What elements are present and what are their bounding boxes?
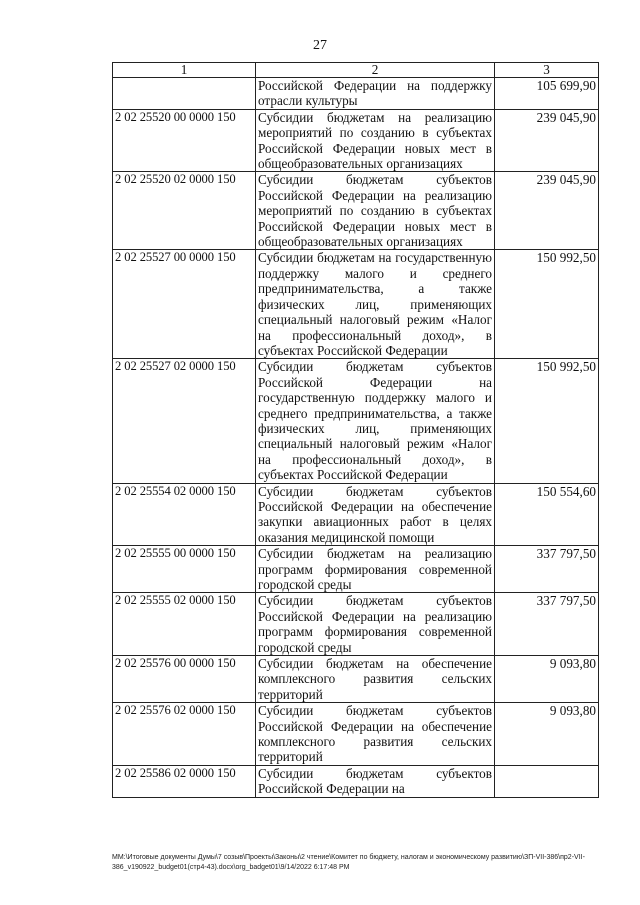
- table-row: [113, 250, 599, 359]
- item-description: Субсидии бюджетам субъектов Российской Федерации на государственную поддержку малого и среднего предпринимательства, а также физических лиц, применяющих специальный налоговый режим «Налог на профессиональный доход», в субъектах Российской Федерации: [256, 359, 495, 483]
- item-description: Субсидии бюджетам на обеспечение комплексного развития сельских территорий: [256, 656, 495, 703]
- budget-code: 2 02 25576 00 0000 150: [113, 656, 256, 703]
- item-amount: 239 045,90: [495, 172, 599, 250]
- item-description: Субсидии бюджетам субъектов Российской Федерации на реализацию программ формирования современной городской среды: [256, 593, 495, 656]
- item-description: Субсидии бюджетам субъектов Российской Федерации на обеспечение комплексного развития сельских территорий: [256, 703, 495, 766]
- file-path-footer: MM:\Итоговые документы Думы\7 созыв\Проекты\Законы\2 чтение\Комитет по бюджету, налогам и экономическому развитию\ЗП-VII-386\пр2-VII-386_v190922_budget01(стр4-43).docx\org_badget01\9/14/2022 6:17:48 PM: [112, 854, 585, 871]
- budget-code: 2 02 25555 00 0000 150: [113, 546, 256, 593]
- column-header: 1: [113, 63, 256, 78]
- item-description: Субсидии бюджетам на реализацию программ формирования современной городской среды: [256, 546, 495, 593]
- item-amount: 337 797,50: [495, 593, 599, 656]
- table-row: [113, 656, 599, 703]
- table-row: [113, 546, 599, 593]
- table-row: [113, 483, 599, 546]
- item-amount: 150 992,50: [495, 359, 599, 483]
- item-amount: [495, 765, 599, 797]
- budget-code: 2 02 25554 02 0000 150: [113, 483, 256, 546]
- budget-code: 2 02 25520 00 0000 150: [113, 109, 256, 172]
- item-description: Субсидии бюджетам на государственную поддержку малого и среднего предпринимательства, а также физических лиц, применяющих специальный налоговый режим «Налог на профессиональный доход», в субъектах Российской Федерации: [256, 250, 495, 359]
- column-header: 2: [256, 63, 495, 78]
- budget-code: 2 02 25520 02 0000 150: [113, 172, 256, 250]
- item-amount: 239 045,90: [495, 109, 599, 172]
- item-description: Субсидии бюджетам на реализацию мероприятий по созданию в субъектах Российской Федерации новых мест в общеобразовательных организациях: [256, 109, 495, 172]
- table-row: [113, 593, 599, 656]
- table-header-row: [113, 63, 599, 78]
- page-number: 27: [313, 38, 327, 53]
- item-description: Российской Федерации на поддержку отрасли культуры: [256, 78, 495, 110]
- item-amount: 150 554,60: [495, 483, 599, 546]
- item-description: Субсидии бюджетам субъектов Российской Федерации на реализацию мероприятий по созданию в субъектах Российской Федерации новых мест в общеобразовательных организациях: [256, 172, 495, 250]
- budget-code: 2 02 25527 00 0000 150: [113, 250, 256, 359]
- budget-code: 2 02 25527 02 0000 150: [113, 359, 256, 483]
- table-row: [113, 172, 599, 250]
- table-row: [113, 703, 599, 766]
- item-amount: 9 093,80: [495, 656, 599, 703]
- table-row: [113, 765, 599, 797]
- column-header: 3: [495, 63, 599, 78]
- budget-code: [113, 78, 256, 110]
- item-description: Субсидии бюджетам субъектов Российской Федерации на обеспечение закупки авиационных работ в целях оказания медицинской помощи: [256, 483, 495, 546]
- table-row: [113, 109, 599, 172]
- budget-table: [112, 62, 599, 798]
- budget-code: 2 02 25586 02 0000 150: [113, 765, 256, 797]
- budget-code: 2 02 25555 02 0000 150: [113, 593, 256, 656]
- item-description: Субсидии бюджетам субъектов Российской Федерации на: [256, 765, 495, 797]
- table-row: [113, 78, 599, 110]
- item-amount: 9 093,80: [495, 703, 599, 766]
- table-row: [113, 359, 599, 483]
- budget-code: 2 02 25576 02 0000 150: [113, 703, 256, 766]
- item-amount: 337 797,50: [495, 546, 599, 593]
- item-amount: 150 992,50: [495, 250, 599, 359]
- item-amount: 105 699,90: [495, 78, 599, 110]
